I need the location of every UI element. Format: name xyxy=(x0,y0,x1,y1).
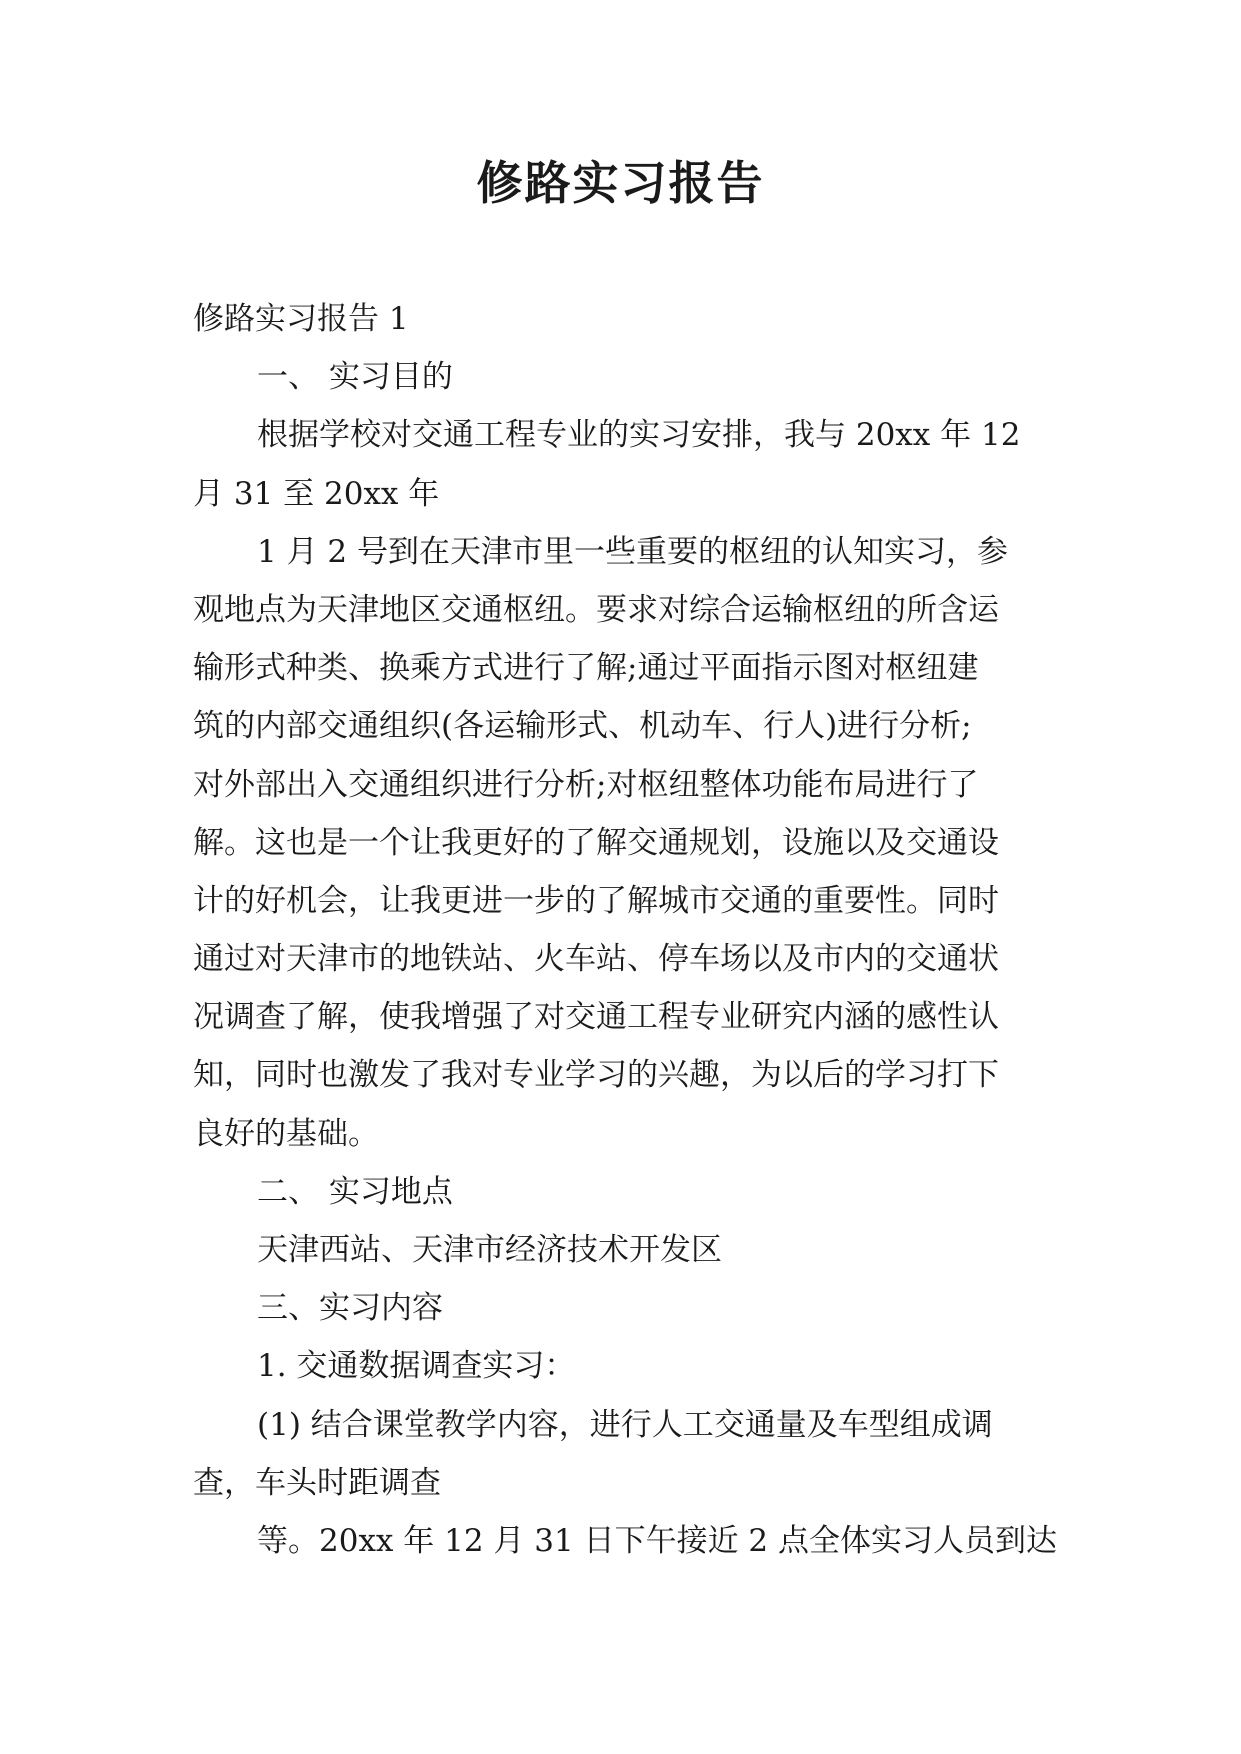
paragraph-line: 通过对天津市的地铁站、火车站、停车场以及市内的交通状 xyxy=(193,941,999,978)
page-title: 修路实习报告 xyxy=(476,156,765,210)
paragraph-line: 输形式种类、换乘方式进行了解;通过平面指示图对枢纽建 xyxy=(193,650,979,687)
paragraph-line: 对外部出入交通组织进行分析;对枢纽整体功能布局进行了 xyxy=(193,766,979,803)
paragraph-line: 1 月 2 号到在天津市里一些重要的枢纽的认知实习，参 xyxy=(257,533,1009,570)
list-item: 1. 交通数据调查实习： xyxy=(257,1348,576,1385)
subheading: 三、实习内容 xyxy=(257,1290,443,1327)
paragraph-line: (1) 结合课堂教学内容，进行人工交通量及车型组成调 xyxy=(257,1406,993,1443)
paragraph-line: 查，车头时距调查 xyxy=(193,1464,441,1501)
paragraph-line: 等。20xx 年 12 月 31 日下午接近 2 点全体实习人员到达 xyxy=(257,1522,1058,1559)
subheading: 一、 实习目的 xyxy=(257,359,453,396)
subheading: 二、 实习地点 xyxy=(257,1173,453,1210)
paragraph-line: 观地点为天津地区交通枢纽。要求对综合运输枢纽的所含运 xyxy=(193,591,999,628)
paragraph-line: 根据学校对交通工程专业的实习安排，我与 20xx 年 12 xyxy=(257,417,1021,454)
paragraph-line: 良好的基础。 xyxy=(193,1115,379,1152)
section-heading: 修路实习报告 1 xyxy=(193,301,409,337)
document-body xyxy=(193,290,1065,1570)
paragraph-line: 天津西站、天津市经济技术开发区 xyxy=(257,1232,722,1268)
paragraph-line: 月 31 至 20xx 年 xyxy=(193,475,440,512)
paragraph-line: 知，同时也激发了我对专业学习的兴趣，为以后的学习打下 xyxy=(193,1057,999,1094)
paragraph-line: 筑的内部交通组织(各运输形式、机动车、行人)进行分析; xyxy=(193,708,972,745)
paragraph-line: 计的好机会，让我更进一步的了解城市交通的重要性。同时 xyxy=(193,882,999,919)
paragraph-line: 解。这也是一个让我更好的了解交通规划，设施以及交通设 xyxy=(193,824,999,861)
paragraph-line: 况调查了解，使我增强了对交通工程专业研究内涵的感性认 xyxy=(193,999,999,1036)
